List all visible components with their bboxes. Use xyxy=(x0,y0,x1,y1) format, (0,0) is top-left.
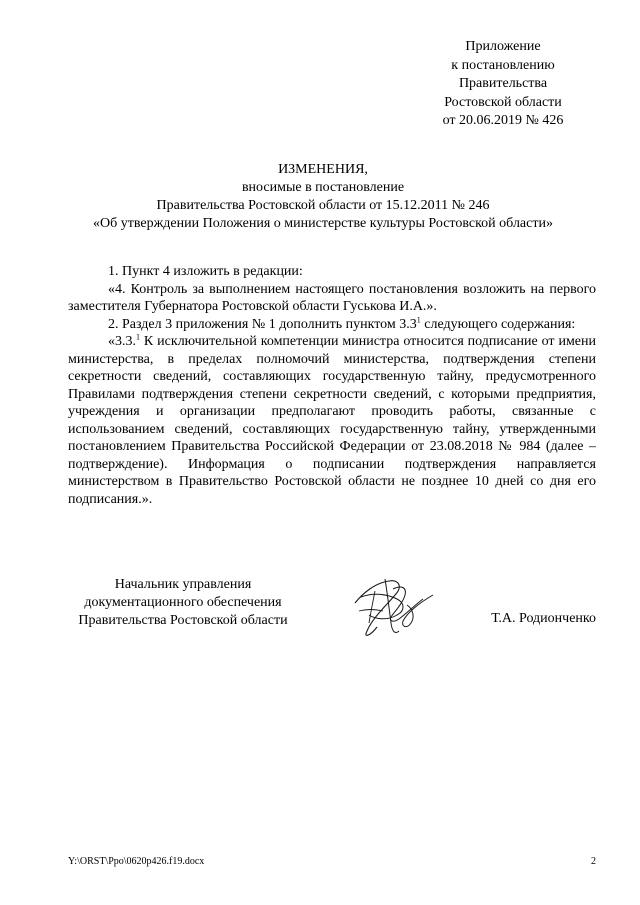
document-heading xyxy=(40,161,606,233)
item-2-quote-superscript: 1 xyxy=(136,332,140,342)
position-line: Правительства Ростовской области xyxy=(78,613,288,628)
item-2-quote-start: «3.3. xyxy=(108,334,136,349)
position-line: Начальник управления xyxy=(114,577,252,592)
item-2-superscript: 1 xyxy=(416,314,421,324)
appendix-line: к постановлению xyxy=(451,57,555,73)
appendix-line: Правительства xyxy=(458,76,548,91)
position-line: документационного обеспечения xyxy=(84,595,282,610)
heading-line: Правительства Ростовской области от 15.12.2011 № 246 xyxy=(156,198,490,213)
heading-title: ИЗМЕНЕНИЯ, xyxy=(278,162,368,177)
signatory-position xyxy=(68,576,298,630)
item-1-intro: 1. Пункт 4 изложить в редакции: xyxy=(108,264,303,279)
appendix-line: от 20.06.2019 № 426 xyxy=(442,113,564,128)
item-1-text: «4. Контроль за выполнением настоящего постановления возложить на первого заместителя Губернатора Ростовской области Гуськова И.А.». xyxy=(68,281,596,314)
item-2-intro-text: 2. Раздел 3 приложения № 1 дополнить пунктом 3.3 xyxy=(108,316,417,332)
handwritten-signature xyxy=(345,575,440,645)
item-2-intro-end: следующего содержания: xyxy=(420,316,576,332)
file-path: Y:\ORST\Ppo\0620p426.f19.docx xyxy=(68,856,205,867)
item-2-quote-text: К исключительной компетенции министра относится подписание от имени министерства, в пределах полномочий министерства, подтверждения степени секретности сведений, составляющих государственную тайну, предусмотренного Правилами подтверждения степени секретности сведений, с которыми предприятия, учреждения и организации предполагают проводить работы, связанные с использованием сведений, составляющих государственную тайну, утвержденными постановлением Правительства Российской Федерации от 23.08.2018 № 984 (далее – подтверждение). Информация о подписании подтверждения направляется министерством в Правительство Ростовской области не позднее 10 дней со дня его подписания.». xyxy=(68,334,596,507)
item-2-quote xyxy=(68,333,596,508)
heading-line: «Об утверждении Положения о министерстве культуры Ростовской области» xyxy=(93,216,553,231)
appendix-header xyxy=(398,38,608,131)
item-2-intro xyxy=(68,316,596,334)
page-number: 2 xyxy=(591,856,596,867)
appendix-line: Приложение xyxy=(465,39,541,54)
signatory-name: Т.А. Родионченко xyxy=(491,611,596,626)
document-body xyxy=(68,263,596,508)
heading-line: вносимые в постановление xyxy=(241,180,405,195)
appendix-line: Ростовской области xyxy=(444,94,562,110)
